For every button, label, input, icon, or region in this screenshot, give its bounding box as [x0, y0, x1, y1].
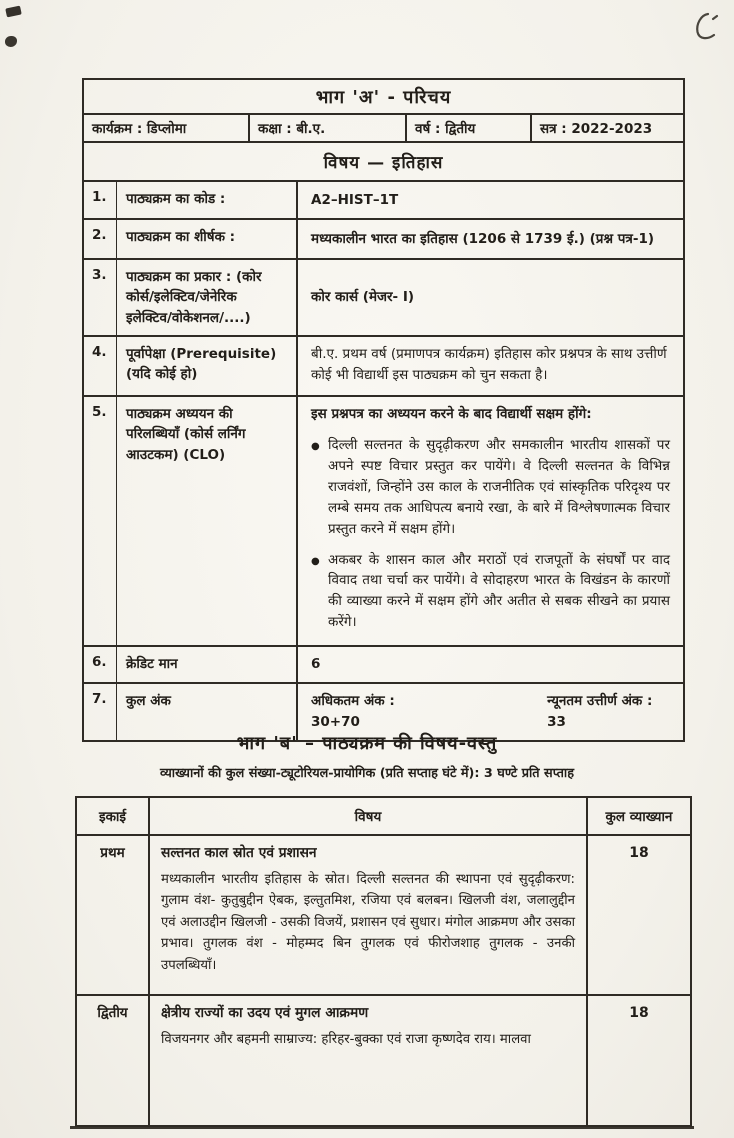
clo-intro: इस प्रश्नपत्र का अध्ययन करने के बाद विद्यार्थी सक्षम होंगे:	[311, 406, 592, 422]
bullet-icon: ●	[311, 440, 320, 452]
clo-bullet-text: दिल्ली सल्तनत के सुदृढ़ीकरण और समकालीन भारतीय शासकों पर अपने स्पष्ट विचार प्रस्तुत कर पायेंगे। वे दिल्ली सल्तनत के विभिन्न राजवंशों, जिन्होंने उस काल के राजनीतिक एवं सांस्कृतिक परिदृश्य पर लम्बे समय तक आधिपत्य बनाये रखा, के बारे में विश्लेषणात्मक विचार प्रस्तुत करने में सक्षम होंगे।	[328, 436, 670, 537]
part-b-title: भाग 'ब' – पाठ्यक्रम की विषय-वस्तु	[236, 733, 498, 754]
course-title-value: मध्यकालीन भारत का इतिहास (1206 से 1739 ई.) (प्रश्न पत्र-1)	[311, 230, 655, 247]
subject-row	[84, 141, 683, 180]
unit-row-second	[77, 994, 690, 1125]
unit-topic	[150, 996, 588, 1125]
credits-value: 6	[311, 656, 321, 673]
course-code-value: A2–HIST–1T	[311, 191, 399, 208]
row-number: 6.	[84, 647, 117, 682]
program-info-row	[84, 113, 683, 141]
row-label: पाठ्यक्रम अध्ययन की परिलब्धियाँ (कोर्स लर्निंग आउटकम) (CLO)	[117, 397, 298, 645]
session-cell: सत्र : 2022-2023	[540, 121, 653, 137]
row-label: पाठ्यक्रम का शीर्षक :	[117, 220, 298, 258]
unit-row-first	[77, 834, 690, 994]
header-lectures: कुल व्याख्यान	[605, 809, 673, 825]
part-a-title: भाग 'अ' - परिचय	[315, 86, 452, 108]
row-prerequisite	[84, 335, 683, 395]
clo-bullet-text: अकबर के शासन काल और मराठों एवं राजपूतों के संघर्षों पर वाद विवाद तथा चर्चा कर पायेंगे। वे सोदाहरण भारत के विखंडन के कारणों की व्याख्या करने में सक्षम होंगे और अतीत से सबक सीखने का प्रयास करेंगे।	[328, 551, 670, 631]
max-marks: अधिकतम अंक : 30+70	[311, 693, 395, 730]
clo-bullet	[311, 435, 670, 540]
row-label: क्रेडिट मान	[117, 647, 298, 682]
unit-name: प्रथम	[77, 836, 150, 994]
unit-name: द्वितीय	[77, 996, 150, 1125]
row-number: 2.	[84, 220, 117, 258]
bullet-icon: ●	[311, 555, 320, 567]
row-number: 5.	[84, 397, 117, 645]
year-cell: वर्ष : द्वितीय	[407, 115, 532, 141]
handwritten-pen-squiggle-icon	[686, 10, 724, 46]
row-course-code	[84, 180, 683, 218]
unit-topic	[150, 836, 588, 994]
subject-title: विषय — इतिहास	[323, 153, 444, 173]
unit-topic-body: मध्यकालीन भारतीय इतिहास के स्रोत। दिल्ली सल्तनत की स्थापना एवं सुदृढ़ीकरण: गुलाम वंश- कुतुबुद्दीन ऐबक, इल्तुतमिश, रजिया एवं बलबन। खिलजी वंश, जलालुद्दीन एवं अलाउद्दीन खिलजी - उसकी विजयें, प्रशासन एवं सुधार। मंगोल आक्रमण और उसका प्रभाव। तुगलक वंश - मोहम्मद बिन तुगलक एवं फीरोजशाह तुगलक - उनकी उपलब्धियाँ।	[161, 872, 575, 973]
row-label: पाठ्यक्रम का प्रकार : (कोर कोर्स/इलेक्टिव/जेनेरिक इलेक्टिव/वोकेशनल/....)	[117, 260, 298, 335]
clo-bullet	[311, 550, 670, 634]
row-course-title	[84, 218, 683, 258]
course-type-value: कोर कार्स (मेजर- I)	[311, 289, 415, 306]
unit-topic-title: क्षेत्रीय राज्यों का उदय एवं मुगल आक्रमण	[161, 1005, 369, 1021]
header-topic: विषय	[150, 798, 588, 834]
row-number: 7.	[84, 684, 117, 740]
row-course-learning-outcomes	[84, 395, 683, 645]
row-label: पूर्वापेक्षा (Prerequisite) (यदि कोई हो)	[117, 337, 298, 395]
part-b-subtitle: व्याख्यानों की कुल संख्या-ट्यूटोरियल-प्रायोगिक (प्रति सप्ताह घंटे में): 3 घण्टे प्रति सप्ताह	[159, 766, 575, 781]
row-number: 4.	[84, 337, 117, 395]
row-label: कुल अंक	[117, 684, 298, 740]
unit-lecture-count: 18	[629, 1005, 649, 1021]
header-unit: इकाई	[77, 798, 150, 834]
unit-topic-title: सल्तनत काल स्रोत एवं प्रशासन	[161, 845, 317, 861]
row-label: पाठ्यक्रम का कोड :	[117, 182, 298, 218]
row-credits	[84, 645, 683, 682]
part-b-table	[75, 796, 692, 1127]
prerequisite-value: बी.ए. प्रथम वर्ष (प्रमाणपत्र कार्यक्रम) इतिहास कोर प्रश्नपत्र के साथ उत्तीर्ण कोई भी विद्यार्थी इस पाठ्यक्रम को चुन सकता है।	[311, 346, 667, 383]
part-b-header-row	[77, 798, 690, 834]
row-course-type	[84, 258, 683, 335]
class-cell: कक्षा : बी.ए.	[250, 115, 407, 141]
scan-smudge-icon	[5, 36, 17, 47]
unit-lecture-count: 18	[629, 845, 649, 861]
scan-smudge-icon	[5, 6, 22, 18]
part-a-table	[82, 78, 685, 742]
min-pass-marks: न्यूनतम उत्तीर्ण अंक : 33	[547, 693, 653, 730]
row-number: 3.	[84, 260, 117, 335]
part-a-title-row	[84, 80, 683, 113]
unit-topic-body: विजयनगर और बहमनी साम्राज्य: हरिहर-बुक्का एवं राजा कृष्णदेव राय। मालवा	[161, 1032, 531, 1047]
program-cell: कार्यक्रम : डिप्लोमा	[84, 115, 250, 141]
clo-value	[298, 397, 683, 645]
row-number: 1.	[84, 182, 117, 218]
